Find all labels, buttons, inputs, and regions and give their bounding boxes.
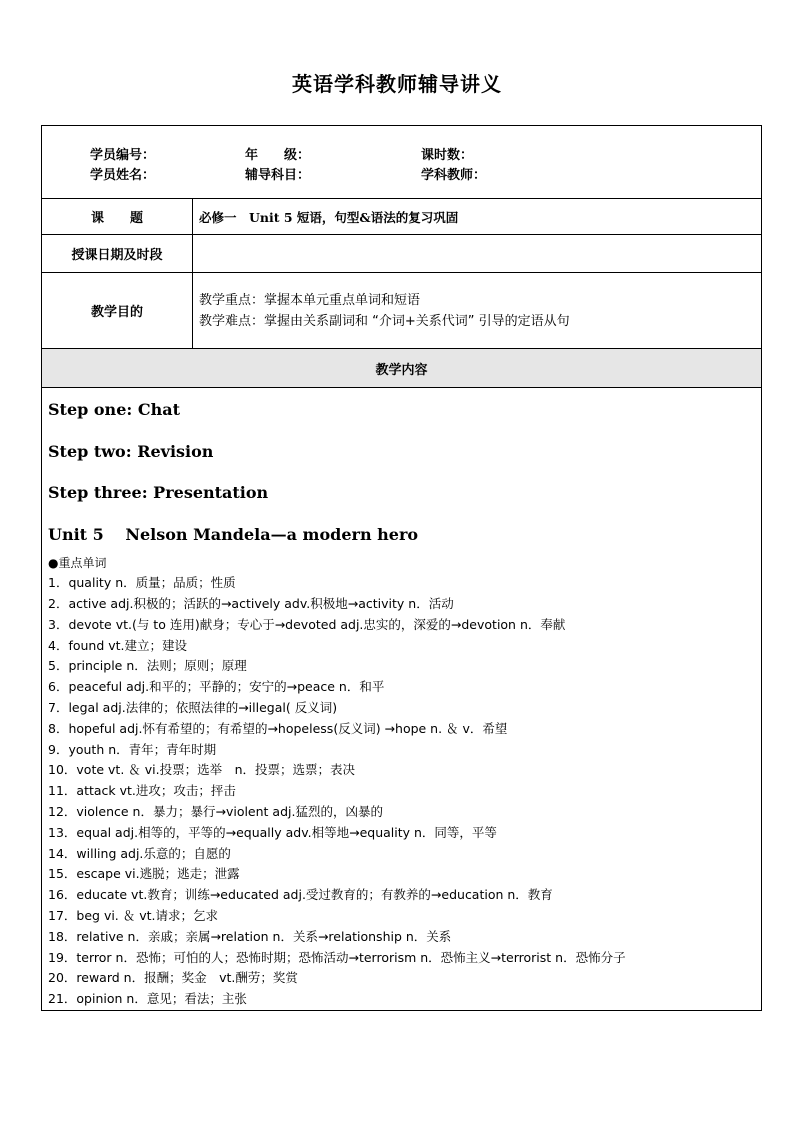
topic-label: 课 题 — [42, 199, 193, 234]
vocab-item: 13．equal adj.相等的，平等的→equally adv.相等地→equality n．同等，平等 — [48, 824, 497, 840]
vocab-item: 5．principle n．法则；原则；原理 — [48, 658, 247, 674]
vocab-item: 14．willing adj.乐意的；自愿的 — [48, 845, 231, 861]
vocab-item: 3．devote vt.(与 to 连用)献身；专心于→devoted adj.忠实的，深爱的→devotion n．奉献 — [48, 616, 566, 632]
vocab-item: 10．vote vt. ＆ vi.投票；选举 n．投票；选票；表决 — [48, 762, 356, 778]
vocab-item: 19．terror n．恐怖；可怕的人；恐怖时期；恐怖活动→terrorism n．恐怖主义→terrorist n．恐怖分子 — [48, 949, 626, 965]
goal-label: 教学目的 — [42, 273, 193, 348]
vocab-item: 21．opinion n．意见；看法；主张 — [48, 991, 247, 1007]
vocab-item: 1．quality n．质量；品质；性质 — [48, 575, 236, 591]
vocab-item: 2．active adj.积极的；活跃的→actively adv.积极地→activity n．活动 — [48, 596, 454, 612]
unit-title: Unit 5 Nelson Mandela—a modern hero — [48, 524, 419, 544]
vocab-list — [48, 573, 753, 1010]
vocab-item: 17．beg vi. ＆ vt.请求；乞求 — [48, 908, 219, 924]
topic-cell — [193, 199, 761, 234]
lesson-table — [41, 125, 762, 1011]
teacher-label: 学科教师： — [421, 168, 487, 183]
vocab-item: 11．attack vt.进攻；攻击；抨击 — [48, 783, 236, 799]
goal-row — [42, 273, 761, 349]
vocab-item: 4．found vt.建立；建设 — [48, 637, 188, 653]
step-three: Step three: Presentation — [48, 483, 269, 502]
page-title: 英语学科教师辅导讲义 — [292, 72, 502, 96]
keywords-header: ●重点单词 — [48, 555, 107, 570]
step-one: Step one: Chat — [48, 400, 180, 419]
student-info-row — [42, 126, 761, 199]
vocab-item: 7．legal adj.法律的；依照法律的→illegal( 反义词) — [48, 700, 338, 716]
vocab-item: 12．violence n．暴力；暴行→violent adj.猛烈的，凶暴的 — [48, 804, 383, 820]
content-header — [42, 349, 761, 388]
vocab-item: 9．youth n．青年；青年时期 — [48, 741, 217, 757]
lessons-label: 课时数： — [421, 148, 474, 163]
date-label: 授课日期及时段 — [42, 235, 193, 272]
goal-cell — [193, 273, 761, 348]
vocab-item: 18．relative n．亲戚；亲属→relation n．关系→relationship n．关系 — [48, 928, 452, 944]
lesson-content — [48, 388, 753, 1010]
student-no-label: 学员编号： — [90, 148, 156, 163]
date-row — [42, 235, 761, 273]
topic-value: 必修一 Unit 5 短语，句型&语法的复习巩固 — [199, 209, 459, 225]
student-name-label: 学员姓名： — [90, 168, 156, 183]
date-cell — [193, 235, 761, 272]
vocab-item: 15．escape vi.逃脱；逃走；泄露 — [48, 866, 240, 882]
vocab-item: 20．reward n．报酬；奖金 vt.酬劳；奖赏 — [48, 970, 298, 986]
vocab-item: 16．educate vt.教育；训练→educated adj.受过教育的；有教养的→education n．教育 — [48, 887, 553, 903]
content-header-label: 教学内容 — [375, 362, 428, 378]
goal-difficult: 教学难点：掌握由关系副词和 “介词+关系代词” 引导的定语从句 — [199, 313, 570, 329]
grade-label: 年 级： — [245, 148, 311, 163]
topic-row — [42, 199, 761, 235]
vocab-item: 6．peaceful adj.和平的；平静的；安宁的→peace n．和平 — [48, 679, 385, 695]
vocab-item: 8．hopeful adj.怀有希望的；有希望的→hopeless(反义词) →hope n. ＆ v．希望 — [48, 720, 508, 736]
step-two: Step two: Revision — [48, 441, 214, 461]
goal-key: 教学重点：掌握本单元重点单词和短语 — [199, 292, 421, 308]
subject-label: 辅导科目： — [245, 168, 311, 183]
